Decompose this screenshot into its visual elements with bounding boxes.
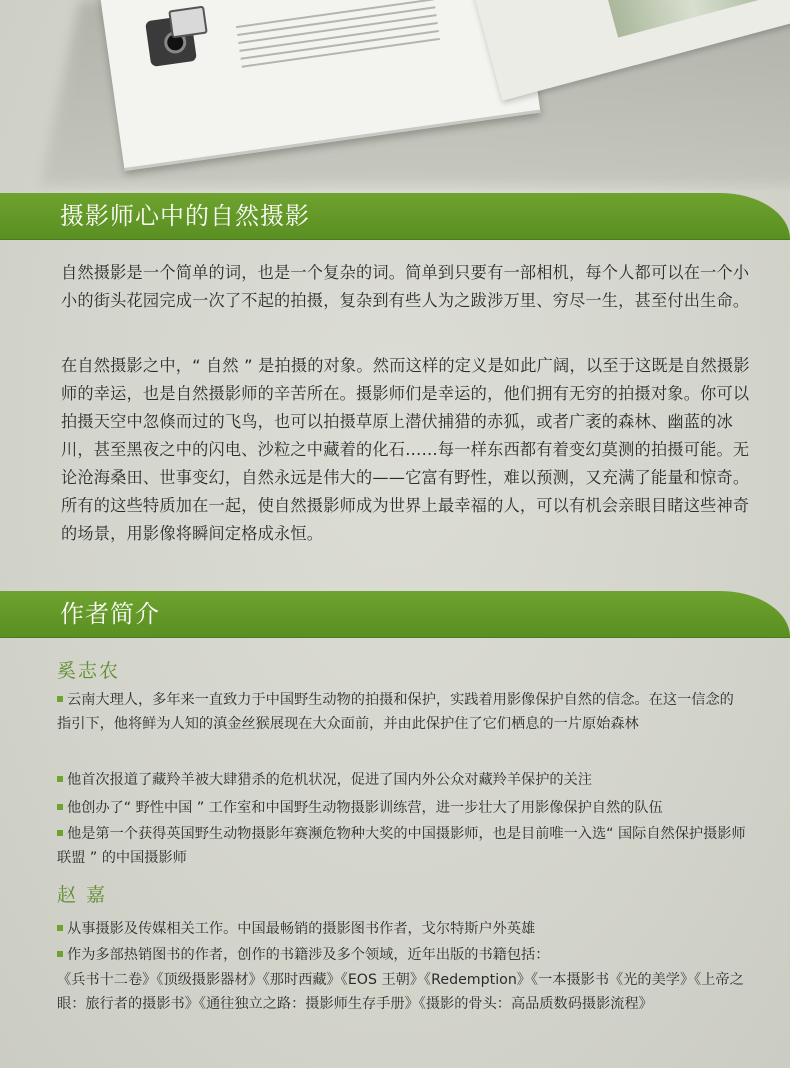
section-title: 作者简介: [60, 600, 160, 628]
author-name: 奚志农: [57, 660, 121, 682]
author-bullet: [57, 796, 747, 820]
bullet-text: 作为多部热销图书的作者，创作的书籍涉及多个领域，近年出版的书籍包括：: [67, 947, 550, 963]
bullet-square-icon: [57, 951, 63, 957]
section-title: 摄影师心中的自然摄影: [60, 202, 310, 230]
bullet-text: 他创办了“ 野性中国 ” 工作室和中国野生动物摄影训练营，进一步壮大了用影像保护自然的队伍: [67, 800, 663, 816]
author-name: 赵 嘉: [57, 884, 108, 906]
author-bullet: [57, 917, 747, 941]
action-camera-icon: [168, 6, 208, 39]
bullet-text: 从事摄影及传媒相关工作。中国最畅销的摄影图书作者，戈尔特斯户外英雄: [67, 921, 536, 937]
bullet-square-icon: [57, 804, 63, 810]
author-bullet: [57, 943, 747, 967]
bullet-text: 他是第一个获得英国野生动物摄影年赛濒危物种大奖的中国摄影师，也是目前唯一入选“ 国际自然保护摄影师联盟 ” 的中国摄影师: [57, 826, 746, 866]
author-bullet: [57, 822, 747, 870]
book-list: 《兵书十二卷》《顶级摄影器材》《那时西藏》《EOS 王朝》《Redemption》《一本摄影书《光的美学》《上帝之眼：旅行者的摄影书》《通往独立之路：摄影师生存手册》《摄影的骨头：高品质数码摄影流程》: [57, 972, 744, 1012]
bullet-text: 他首次报道了藏羚羊被大肆猎杀的危机状况，促进了国内外公众对藏羚羊保护的关注: [67, 772, 592, 788]
section-banner-authors: [0, 591, 790, 637]
bullet-square-icon: [57, 776, 63, 782]
section-banner-nature-photography: [0, 193, 790, 239]
bullet-square-icon: [57, 830, 63, 836]
bullet-square-icon: [57, 696, 63, 702]
nature-paragraph: 在自然摄影之中，“ 自然 ” 是拍摄的对象。然而这样的定义是如此广阔，以至于这既是自然摄影师的幸运，也是自然摄影师的辛苦所在。摄影师们是幸运的，他们拥有无穷的拍摄对象。你可以拍摄天空中忽倏而过的飞鸟，也可以拍摄草原上潜伏捕猎的赤狐，或者广袤的森林、幽蓝的冰川，甚至黑夜之中的闪电、沙粒之中藏着的化石……每一样东西都有着变幻莫测的拍摄可能。无论沧海桑田、世事变幻，自然永远是伟大的——它富有野性，难以预测，又充满了能量和惊奇。所有的这些特质加在一起，使自然摄影师成为世界上最幸福的人，可以有机会亲眼目睹这些神奇的场景，用影像将瞬间定格成永恒。: [61, 356, 750, 543]
bullet-square-icon: [57, 925, 63, 931]
author-bullet: [57, 768, 747, 792]
book-photo: [0, 0, 790, 190]
intro-paragraph: 自然摄影是一个简单的词，也是一个复杂的词。简单到只要有一部相机，每个人都可以在一个小小的街头花园完成一次了不起的拍摄，复杂到有些人为之跋涉万里、穷尽一生，甚至付出生命。: [61, 263, 750, 310]
bullet-text: 云南大理人，多年来一直致力于中国野生动物的拍摄和保护，实践着用影像保护自然的信念。在这一信念的指引下，他将鲜为人知的滇金丝猴展现在大众面前，并由此保护住了它们栖息的一片原始森林: [57, 692, 734, 732]
author-bullet: [57, 688, 747, 736]
